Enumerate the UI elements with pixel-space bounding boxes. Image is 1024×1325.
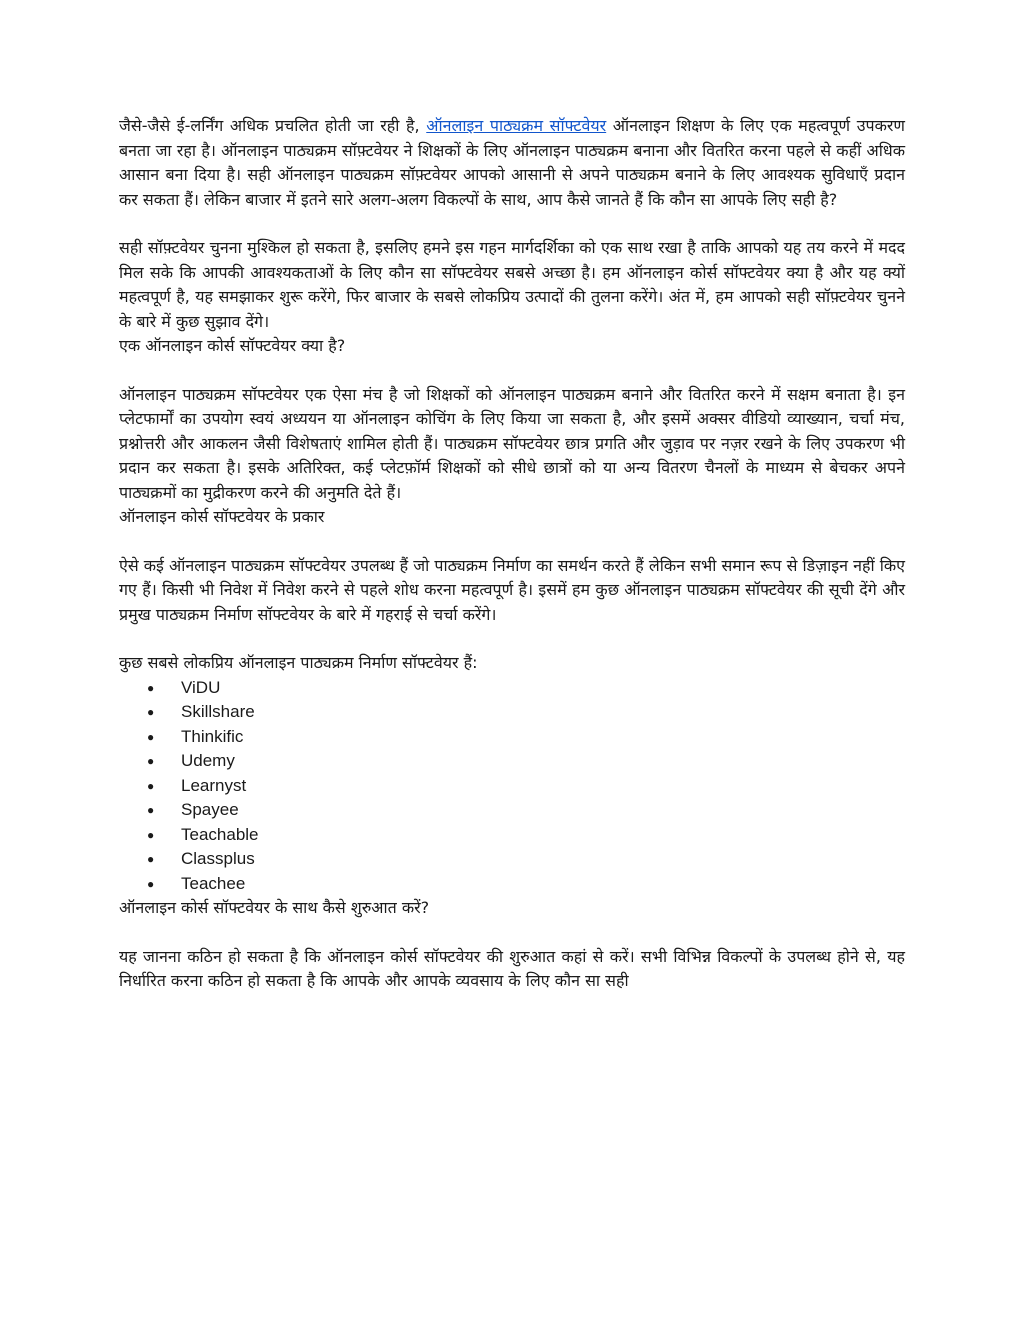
definition-paragraph: ऑनलाइन पाठ्यक्रम सॉफ्टवेयर एक ऐसा मंच है जो शिक्षकों को ऑनलाइन पाठ्यक्रम बनाने और वितरित करने में सक्षम बनाता है। इन प्लेटफार्मों का उपयोग स्वयं अध्ययन या ऑनलाइन कोचिंग के लिए किया जा सकता है, और इसमें अक्सर वीडियो व्याख्यान, चर्चा मंच, प्रश्नोत्तरी और आकलन जैसी विशेषताएं शामिल होती हैं। पाठ्यक्रम सॉफ्टवेयर छात्र प्रगति और जुड़ाव पर नज़र रखने के लिए उपकरण भी प्रदान कर सकता है। इसके अतिरिक्त, कई प्लेटफ़ॉर्म शिक्षकों को सीधे छात्रों को या अन्य वितरण चैनलों के माध्यम से बेचकर अपने पाठ्यक्रमों का मुद्रीकरण करने की अनुमति देते हैं।	[119, 384, 905, 502]
online-course-software-link[interactable]: ऑनलाइन पाठ्यक्रम सॉफ्टवेयर	[426, 116, 607, 135]
bullet-icon: ●	[147, 705, 155, 719]
bullet-icon: ●	[147, 778, 155, 793]
bullet-icon: ●	[147, 803, 155, 817]
list-item	[119, 749, 905, 774]
intro-text-before-link: जैसे-जैसे ई-लर्निंग अधिक प्रचलित होती जा रही है,	[119, 116, 427, 135]
bullet-icon: ●	[147, 827, 155, 842]
list-item-label: ViDU	[181, 677, 221, 697]
intro-text-after-link: ऑनलाइन शिक्षण के लिए एक महत्वपूर्ण उपकरण बनता जा रहा है। ऑनलाइन पाठ्यक्रम सॉफ़्टवेयर ने शिक्षकों के लिए ऑनलाइन पाठ्यक्रम बनाना और वितरित करना पहले से कहीं अधिक आसान बना दिया है। सही ऑनलाइन पाठ्यक्रम सॉफ़्टवेयर आपको आसानी से अपने पाठ्यक्रम बनाने के लिए आवश्यक सुविधाएँ प्रदान कर सकता हैं। लेकिन बाजार में इतने सारे अलग-अलग विकल्पों के साथ, आप कैसे जानते हैं कि कौन सा आपके लिए सही है?	[119, 116, 905, 209]
guide-paragraph: सही सॉफ़्टवेयर चुनना मुश्किल हो सकता है, इसलिए हमने इस गहन मार्गदर्शिका को एक साथ रखा है ताकि आपको यह तय करने में मदद मिल सके कि आपकी आवश्यकताओं के लिए कौन सा सॉफ्टवेयर सबसे अच्छा है। हम ऑनलाइन कोर्स सॉफ्टवेयर क्या है और यह क्यों महत्वपूर्ण है, यह समझाकर शुरू करेंगे, फिर बाजार के सबसे लोकप्रिय उत्पादों की तुलना करेंगे। अंत में, हम आपको सही सॉफ़्टवेयर चुनने के बारे में कुछ सुझाव देंगे।	[119, 238, 905, 331]
list-intro: कुछ सबसे लोकप्रिय ऑनलाइन पाठ्यक्रम निर्माण सॉफ्टवेयर हैं:	[119, 653, 478, 672]
types-paragraph: ऐसे कई ऑनलाइन पाठ्यक्रम सॉफ्टवेयर उपलब्ध हैं जो पाठ्यक्रम निर्माण का समर्थन करते हैं लेकिन सभी समान रूप से डिज़ाइन नहीं किए गए हैं। किसी भी निवेश में निवेश करने से पहले शोध करना महत्वपूर्ण है। इसमें हम कुछ ऑनलाइन पाठ्यक्रम सॉफ्टवेयर की सूची देंगे और प्रमुख पाठ्यक्रम निर्माण सॉफ्टवेयर के बारे में गहराई से चर्चा करेंगे।	[119, 555, 905, 624]
bullet-icon: ●	[147, 852, 155, 866]
list-item	[119, 823, 905, 848]
list-item-label: Classplus	[181, 849, 255, 868]
list-item	[119, 872, 905, 897]
list-item	[119, 725, 905, 750]
list-item-label: Learnyst	[181, 775, 247, 795]
heading-how-to-start: ऑनलाइन कोर्स सॉफ्टवेयर के साथ कैसे शुरुआत करें?	[119, 898, 430, 917]
getting-started-paragraph: यह जानना कठिन हो सकता है कि ऑनलाइन कोर्स सॉफ्टवेयर की शुरुआत कहां से करें। सभी विभिन्न विकल्पों के उपलब्ध होने से, यह निर्धारित करना कठिन हो सकता है कि आपके और आपके व्यवसाय के लिए कौन सा सही	[119, 946, 905, 990]
software-list	[119, 676, 905, 897]
list-item-label: Teachee	[181, 873, 246, 893]
heading-what-is-course-software: एक ऑनलाइन कोर्स सॉफ्टवेयर क्या है?	[119, 336, 346, 355]
list-item	[119, 847, 905, 872]
bullet-icon: ●	[147, 876, 155, 891]
heading-types-of-course-software: ऑनलाइन कोर्स सॉफ्टवेयर के प्रकार	[119, 507, 325, 526]
list-item	[119, 700, 905, 725]
bullet-icon: ●	[147, 729, 155, 744]
list-item	[119, 676, 905, 701]
bullet-icon: ●	[147, 754, 155, 768]
bullet-icon: ●	[147, 680, 155, 695]
list-item-label: Udemy	[181, 751, 235, 770]
list-item-label: Teachable	[181, 824, 259, 844]
list-item-label: Spayee	[181, 800, 239, 819]
list-item-label: Skillshare	[181, 702, 255, 721]
list-item	[119, 774, 905, 799]
list-item	[119, 798, 905, 823]
list-item-label: Thinkific	[181, 726, 244, 746]
document-page	[119, 114, 905, 994]
intro-paragraph	[119, 114, 905, 212]
